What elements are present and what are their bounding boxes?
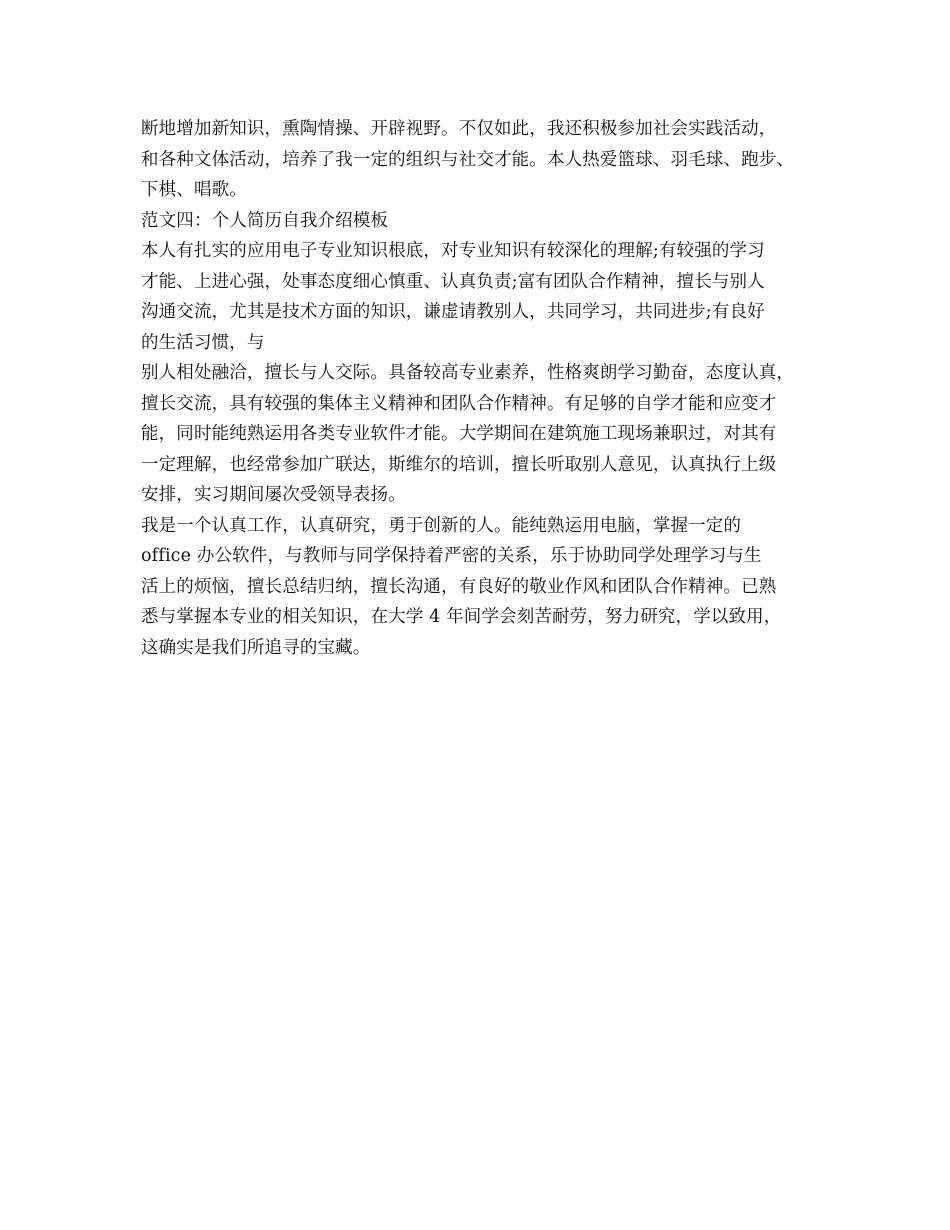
text-line: 这确实是我们所追寻的宝藏。 (141, 637, 371, 658)
text-line: 活上的烦恼，擅长总结归纳，擅长沟通，有良好的敬业作风和团队合作精神。已熟 (141, 576, 777, 597)
text-line: 下棋、唱歌。 (141, 180, 247, 200)
text-line: 才能、上进心强，处事态度细心慎重、认真负责;富有团队合作精神，擅长与别人 (141, 271, 765, 292)
text-line: 本人有扎实的应用电子专业知识根底，对专业知识有较深化的理解;有较强的学习 (141, 241, 765, 261)
text-line: 沟通交流，尤其是技术方面的知识，谦虚请教别人，共同学习，共同进步;有良好 (141, 302, 765, 322)
text-line: 安排，实习期间屡次受领导表扬。 (141, 485, 406, 505)
text-line: 一定理解，也经常参加广联达，斯维尔的培训，擅长听取别人意见，认真执行上级 (141, 454, 777, 475)
text-line: 和各种文体活动，培养了我一定的组织与社交才能。本人热爱篮球、羽毛球、跑步、 (141, 149, 795, 170)
text-line: 擅长交流，具有较强的集体主义精神和团队合作精神。有足够的自学才能和应变才 (141, 393, 777, 414)
text-line: 悉与掌握本专业的相关知识，在大学 4 年间学会刻苦耐劳，努力研究，学以致用， (141, 607, 782, 627)
text-line: 的生活习惯，与 (141, 332, 265, 353)
text-line: 别人相处融洽，擅长与人交际。具备较高专业素养，性格爽朗学习勤奋，态度认真， (141, 363, 795, 383)
text-line: office 办公软件，与教师与同学保持着严密的关系，乐于协助同学处理学习与生 (141, 546, 762, 566)
text-line: 断地增加新知识，熏陶情操、开辟视野。不仅如此，我还积极参加社会实践活动， (141, 119, 777, 139)
document-body (141, 114, 841, 663)
text-line: 我是一个认真工作，认真研究，勇于创新的人。能纯熟运用电脑，掌握一定的 (141, 515, 742, 536)
text-line: 能，同时能纯熟运用各类专业软件才能。大学期间在建筑施工现场兼职过，对其有 (141, 424, 777, 444)
section-heading: 范文四：个人简历自我介绍模板 (141, 210, 389, 231)
